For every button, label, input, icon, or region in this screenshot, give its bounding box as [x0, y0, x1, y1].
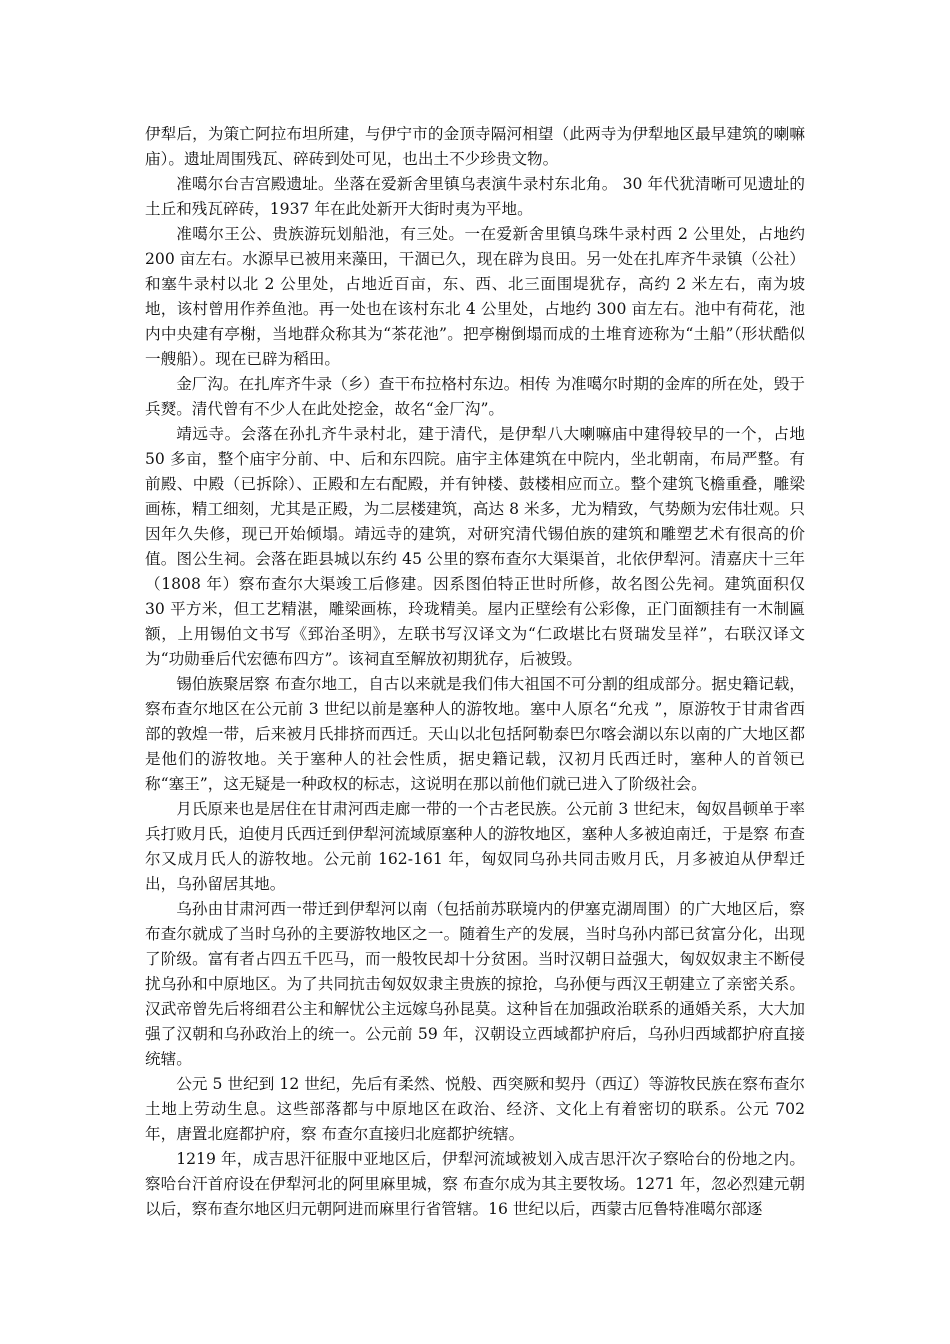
paragraph-3: 准噶尔王公、贵族游玩划船池，有三处。一在爱新舍里镇乌珠牛录村西 2 公里处，占地约200 亩左右。水源早已被用来藻田，干涸已久，现在辟为良田。另一处在扎库齐牛录镇（公社）和塞牛录村以北 2 公里处，占地近百亩，东、西、北三面围堤犹存，高约 2 米左右，南为坡地，该村曾用作养鱼池。再一处也在该村东北 4 公里处，占地约 300 亩左右。池中有荷花，池内中央建有亭榭，当地群众称其为“茶花池”。把亭榭倒塌而成的土堆育迹称为“土船”（形状酷似一艘船）。现在已辟为稻田。	[145, 225, 805, 368]
paragraph-4: 金厂沟。在扎库齐牛录（乡）查干布拉格村东边。相传 为准噶尔时期的金库的所在处，毁于兵燹。清代曾有不少人在此处挖金，故名“金厂沟”。	[145, 375, 805, 418]
paragraph-1: 伊犁后，为策亡阿拉布坦所建，与伊宁市的金顶寺隔河相望（此两寺为伊犁地区最早建筑的喇嘛庙）。遗址周围残瓦、碎砖到处可见，也出土不少珍贵文物。	[145, 125, 805, 168]
document-page	[145, 122, 805, 1222]
paragraph-2: 准噶尔台吉宫殿遗址。坐落在爱新舍里镇乌表演牛录村东北角。 30 年代犹清晰可见遗址的土丘和残瓦碎砖，1937 年在此处新开大街时夷为平地。	[145, 175, 805, 218]
paragraph-10: 1219 年，成吉思汗征服中亚地区后，伊犁河流域被划入成吉思汗次子察哈台的份地之内。察哈台汗首府设在伊犁河北的阿里麻里城，察 布查尔成为其主要牧场。1271 年，忽必烈建元朝以后，察布查尔地区归元朝阿进而麻里行省管辖。16 世纪以后，西蒙古厄鲁特准噶尔部逐	[145, 1150, 805, 1218]
paragraph-8: 乌孙由甘肃河西一带迁到伊犁河以南（包括前苏联境内的伊塞克湖周围）的广大地区后，察布查尔就成了当时乌孙的主要游牧地区之一。随着生产的发展，当时乌孙内部已贫富分化，出现了阶级。富有者占四五千匹马，而一般牧民却十分贫困。当时汉朝日益强大，匈奴奴隶主不断侵扰乌孙和中原地区。为了共同抗击匈奴奴隶主贵族的掠抢，乌孙便与西汉王朝建立了亲密关系。汉武帝曾先后将细君公主和解忧公主远嫁乌孙昆莫。这种旨在加强政治联系的通婚关系，大大加强了汉朝和乌孙政治上的统一。公元前 59 年，汉朝设立西域都护府后，乌孙归西域都护府直接统辖。	[145, 900, 805, 1068]
paragraph-5: 靖远寺。会落在孙扎齐牛录村北，建于清代，是伊犁八大喇嘛庙中建得较早的一个，占地 50 多亩，整个庙宇分前、中、后和东四院。庙宇主体建筑在中院内，坐北朝南，布局严整。有前殿、中殿（已拆除）、正殿和左右配殿，并有钟楼、鼓楼相应而立。整个建筑飞檐重叠，雕梁画栋，精工细刻，尤其是正殿，为二层楼建筑，高达 8 米多，尤为精致，气势颇为宏伟壮观。只因年久失修，现已开始倾塌。靖远寺的建筑，对研究清代锡伯族的建筑和雕塑艺术有很高的价值。图公生祠。会落在距县城以东约 45 公里的察布查尔大渠渠首，北依伊犁河。清嘉庆十三年（1808 年）察布查尔大渠竣工后修建。因系图伯特正世时所修，故名图公先祠。建筑面积仅 30 平方米，但工艺精湛，雕梁画栋，玲珑精美。屋内正壁绘有公彩像，正门面额挂有一木制匾额，上用锡伯文书写《郅治圣明》，左联书写汉译文为“仁政堪比右贤瑞发呈祥”，右联汉译文为“功勋垂后代宏德布四方”。该祠直至解放初期犹存，后被毁。	[145, 425, 805, 668]
paragraph-7: 月氏原来也是居住在甘肃河西走廊一带的一个古老民族。公元前 3 世纪末，匈奴昌顿单于率兵打败月氏，迫使月氏西迁到伊犁河流域原塞种人的游牧地区，塞种人多被迫南迁，于是察 布查尔又成月氏人的游牧地。公元前 162-161 年，匈奴同乌孙共同击败月氏，月多被迫从伊犁迁出，乌孙留居其地。	[145, 800, 805, 893]
paragraph-9: 公元 5 世纪到 12 世纪，先后有柔然、悦般、西突厥和契丹（西辽）等游牧民族在察布查尔土地上劳动生息。这些部落都与中原地区在政治、经济、文化上有着密切的联系。公元 702 年，唐置北庭都护府，察 布查尔直接归北庭都护统辖。	[145, 1075, 805, 1143]
paragraph-6: 锡伯族聚居察 布查尔地工，自古以来就是我们伟大祖国不可分割的组成部分。据史籍记载，察布查尔地区在公元前 3 世纪以前是塞种人的游牧地。塞中人原名“允戎 ”，原游牧于甘肃省西部的敦煌一带，后来被月氏排挤而西迁。天山以北包括阿勒泰巴尔喀会湖以东以南的广大地区都是他们的游牧地。关于塞种人的社会性质，据史籍记载，汉初月氏西迁时，塞种人的首领已称“塞王”，这无疑是一种政权的标志，这说明在那以前他们就已进入了阶级社会。	[145, 675, 805, 793]
